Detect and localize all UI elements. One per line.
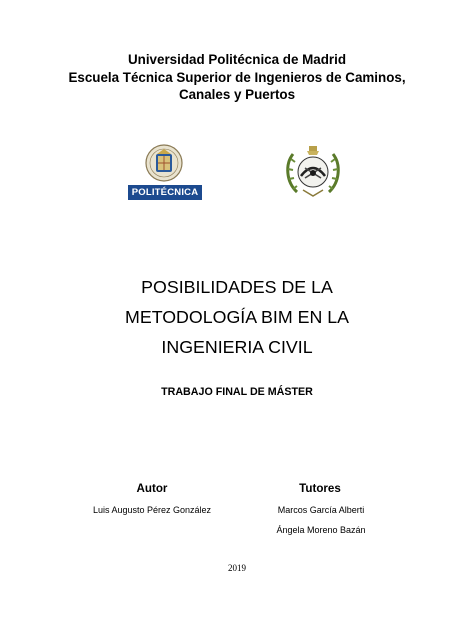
thesis-title-line3: INGENIERIA CIVIL — [161, 337, 313, 357]
escuela-caminos-emblem-icon — [283, 142, 343, 200]
tutor-name: Marcos García Alberti — [277, 505, 365, 515]
upm-logo-band: POLITÉCNICA — [128, 185, 202, 200]
thesis-title-line2: METODOLOGÍA BIM EN LA — [125, 307, 349, 327]
university-name: Universidad Politécnica de Madrid — [127, 52, 347, 67]
school-name-line1: Escuela Técnica Superior de Ingenieros de Caminos, — [68, 70, 406, 85]
upm-logo — [128, 143, 202, 200]
school-name-line2: Canales y Puertos — [178, 87, 296, 102]
autor-name: Luis Augusto Pérez González — [92, 505, 212, 515]
document-type: TRABAJO FINAL DE MÁSTER — [161, 386, 313, 398]
thesis-title-line1: POSIBILIDADES DE LA — [141, 277, 333, 297]
tutores-label: Tutores — [299, 482, 341, 495]
year: 2019 — [228, 563, 246, 573]
autor-label: Autor — [136, 482, 168, 495]
tutor-name: Ángela Moreno Bazán — [276, 525, 366, 535]
upm-crest-icon — [145, 143, 183, 183]
